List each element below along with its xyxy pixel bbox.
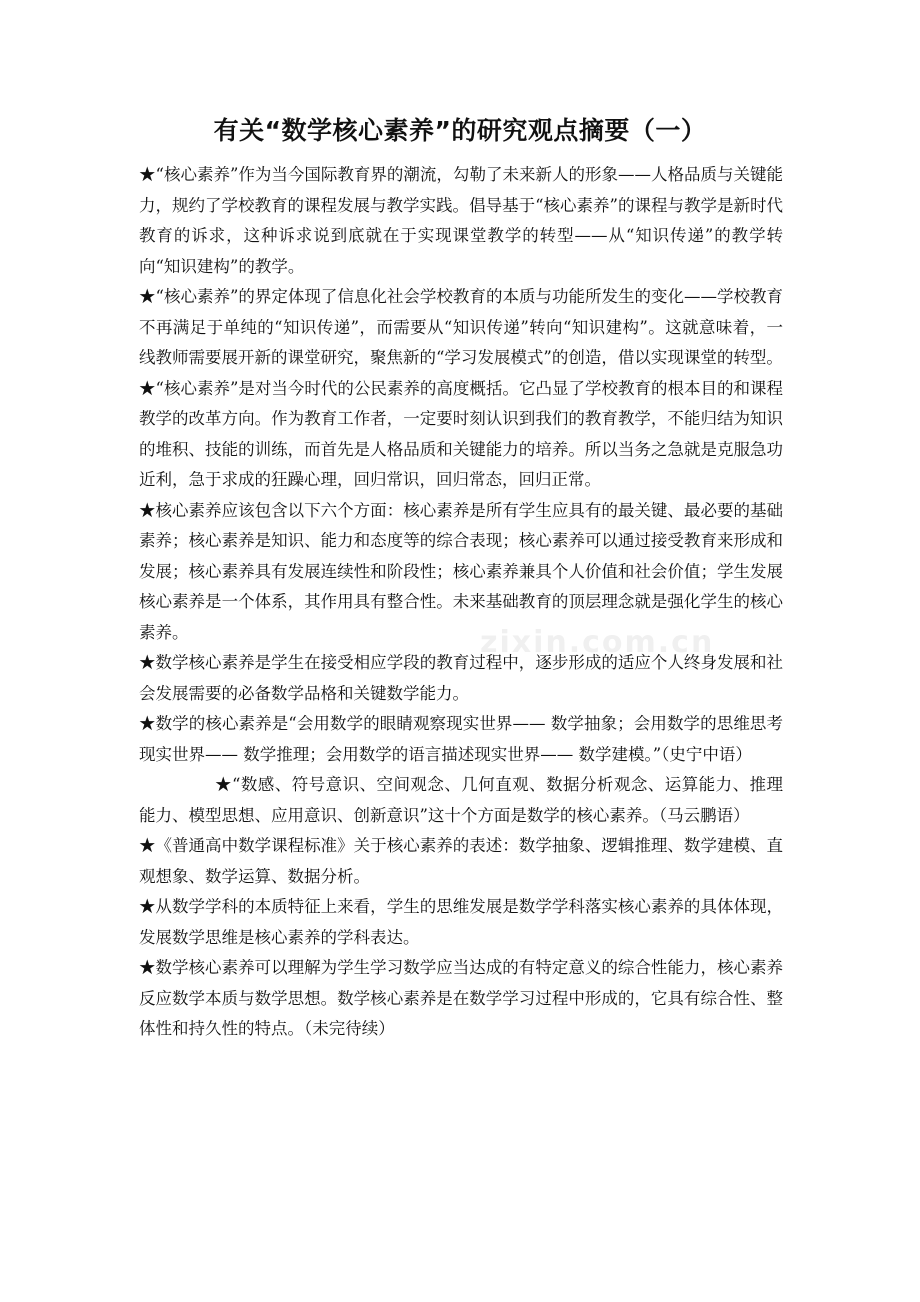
paragraph-3: ★“核心素养”是对当今时代的公民素养的高度概括。它凸显了学校教育的根本目的和课程教学的改革方向。作为教育工作者，一定要时刻认识到我们的教育教学，不能归结为知识的堆积、技能的训练，而首先是人格品质和关键能力的培养。所以当务之急就是克服急功近利，急于求成的狂躁心理，回归常识，回归常态，回归正常。 [139,378,783,489]
paragraph-8: ★《普通高中数学课程标准》关于核心素养的表述：数学抽象、逻辑推理、数学建模、直观想象、数学运算、数据分析。 [139,836,783,886]
paragraph-6: ★数学的核心素养是“会用数学的眼睛观察现实世界—— 数学抽象；会用数学的思维思考现实世界—— 数学推理；会用数学的语言描述现实世界—— 数学建模。”（史宁中语） [139,714,783,764]
paragraph-5: ★数学核心素养是学生在接受相应学段的教育过程中，逐步形成的适应个人终身发展和社会发展需要的必备数学品格和关键数学能力。 [139,653,783,703]
watermark-text: zixin.com.cn [480,625,715,660]
document-title: 有关“数学核心素养”的研究观点摘要（一） [213,116,707,145]
paragraph-1: ★“核心素养”作为当今国际教育界的潮流，勾勒了未来新人的形象——人格品质与关键能力，规约了学校教育的课程发展与教学实践。倡导基于“核心素养”的课程与教学是新时代教育的诉求，这种诉求说到底就在于实现课堂教学的转型——从“知识传递”的教学转向“知识建构”的教学。 [139,165,783,276]
paragraph-2: ★“核心素养”的界定体现了信息化社会学校教育的本质与功能所发生的变化——学校教育不再满足于单纯的“知识传递”，而需要从“知识传递”转向“知识建构”。这就意味着，一线教师需要展开新的课堂研究，聚焦新的“学习发展模式”的创造，借以实现课堂的转型。 [139,287,783,367]
paragraph-4: ★核心素养应该包含以下六个方面：核心素养是所有学生应具有的最关键、最必要的基础素养；核心素养是知识、能力和态度等的综合表现；核心素养可以通过接受教育来形成和发展；核心素养具有发展连续性和阶段性；核心素养兼具个人价值和社会价值；学生发展核心素养是一个体系，其作用具有整合性。未来基础教育的顶层理念就是强化学生的核心素养。 [139,500,783,642]
paragraph-7: ★“数感、符号意识、空间观念、几何直观、数据分析观念、运算能力、推理能力、模型思想、应用意识、创新意识”这十个方面是数学的核心素养。（马云鹏语） [139,775,783,825]
document-body [139,160,783,1045]
paragraph-10: ★数学核心素养可以理解为学生学习数学应当达成的有特定意义的综合性能力，核心素养反应数学本质与数学思想。数学核心素养是在数学学习过程中形成的，它具有综合性、整体性和持久性的特点。（未完待续） [139,958,783,1038]
paragraph-9: ★从数学学科的本质特征上来看，学生的思维发展是数学学科落实核心素养的具体体现，发展数学思维是核心素养的学科表达。 [139,897,783,947]
